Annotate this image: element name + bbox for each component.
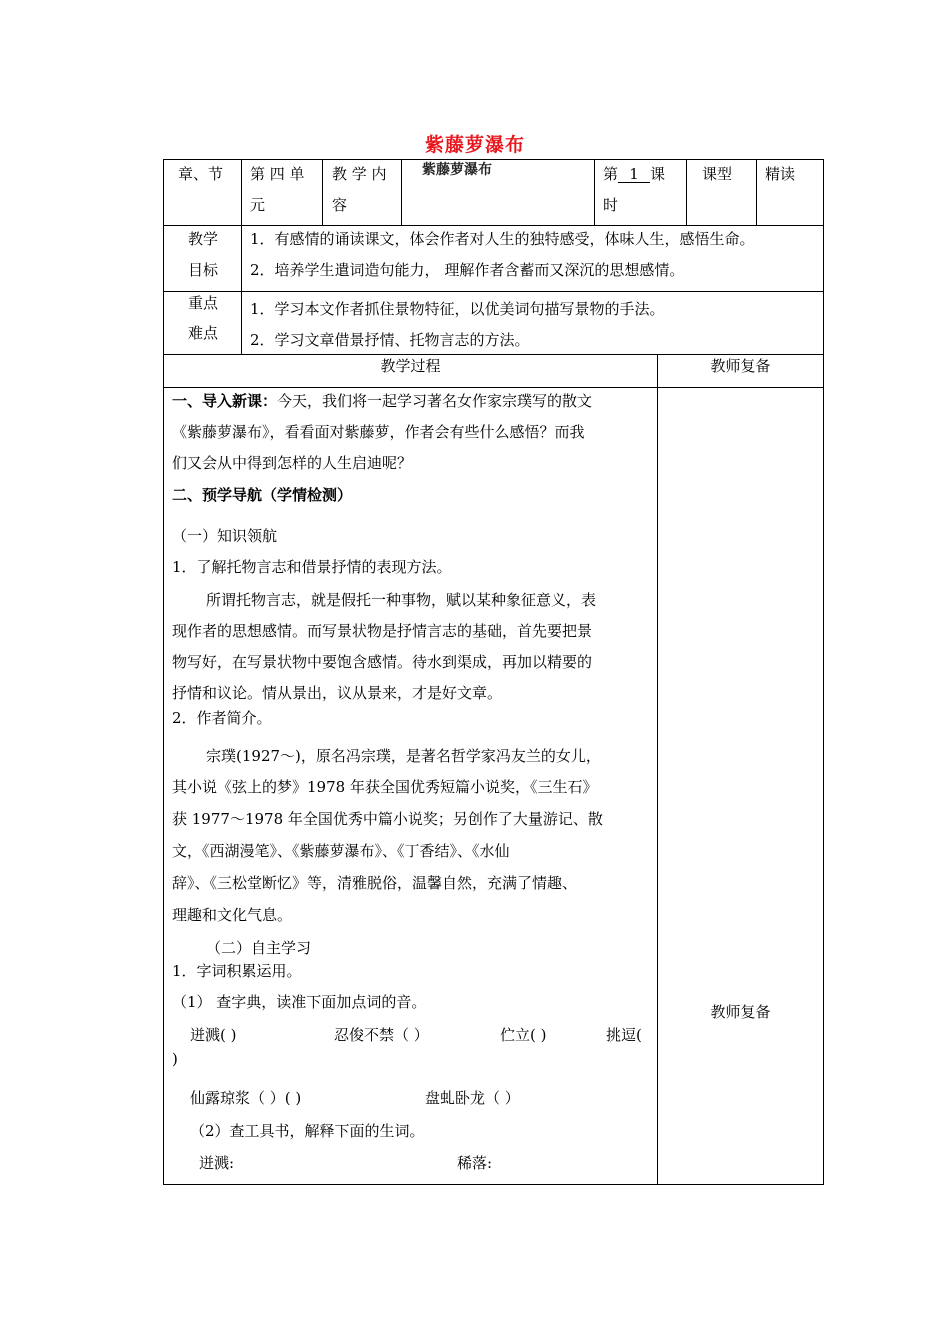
list-item: 2．作者简介。 [172, 709, 272, 727]
unit-value-line1: 第 四 单 [250, 165, 305, 183]
paragraph-line: 抒情和议论。情从景出，议从景来，才是好文章。 [172, 684, 503, 702]
content-label-cell [322, 159, 402, 226]
document-title: 紫藤萝瀑布 [424, 134, 525, 156]
type-label-cell [686, 159, 757, 226]
goal-item: 1．有感情的诵读课文，体会作者对人生的独特感受，体味人生，感悟生命。 [250, 230, 755, 248]
keypoints-label-line1: 重点 [188, 294, 219, 312]
goal-item: 2．培养学生遣词造句能力， 理解作者含蓄而又深沉的思想感情。 [250, 261, 685, 279]
prep-body-cell [657, 387, 824, 1185]
list-item: 1．了解托物言志和借景抒情的表现方法。 [172, 558, 452, 576]
content-value-cell [401, 159, 595, 226]
paragraph-line: 获 1977～1978 年全国优秀中篇小说奖；另创作了大量游记、散 [172, 810, 603, 828]
type-value: 精读 [765, 165, 796, 183]
paragraph-line: 辞》、《三松堂断忆》等，清雅脱俗，温馨自然，充满了情趣、 [172, 874, 578, 892]
prep-body: 教师复备 [710, 1003, 771, 1021]
process-header: 教学过程 [380, 357, 441, 375]
word-item: 伫立( ) [500, 1026, 547, 1044]
lesson-count-cell [594, 159, 687, 226]
paragraph-line: 文，《西湖漫笔》、《紫藤萝瀑布》、《丁香结》、《水仙 [172, 842, 510, 860]
paragraph-line: 所谓托物言志，就是假托一种事物，赋以某种象征意义，表 [206, 591, 597, 609]
chapter-label: 章、节 [178, 165, 224, 183]
content-label-line1: 教 学 内 [332, 165, 387, 183]
content-label-line2: 容 [332, 196, 348, 214]
process-header-cell [163, 354, 658, 388]
paragraph-line: 现作者的思想感情。而写景状物是抒情言志的基础，首先要把景 [172, 622, 593, 640]
prep-header: 教师复备 [710, 357, 771, 375]
list-item: 1．字词积累运用。 [172, 962, 302, 980]
section-preview-heading: 二、预学导航（学情检测） [172, 486, 353, 504]
paragraph-line: 理趣和文化气息。 [172, 906, 293, 924]
keypoints-label-cell [163, 291, 242, 355]
type-value-cell [756, 159, 824, 226]
paragraph-line: 宗璞(1927～)，原名冯宗璞，是著名哲学家冯友兰的女儿， [206, 747, 601, 765]
keypoint-item: 1．学习本文作者抓住景物特征，以优美词句描写景物的手法。 [250, 300, 665, 318]
definition-item: 稀落: [457, 1154, 493, 1172]
paragraph-line: 们又会从中得到怎样的人生启迪呢？ [172, 454, 413, 472]
question: （2）查工具书，解释下面的生词。 [190, 1122, 425, 1140]
word-item: 盘虬卧龙（ ） [425, 1089, 520, 1107]
goals-label-line2: 目标 [188, 261, 219, 279]
paragraph-line: 其小说《弦上的梦》1978 年获全国优秀短篇小说奖，《三生石》 [172, 778, 598, 796]
goals-label-cell [163, 225, 242, 292]
section-intro-heading: 一、导入新课： [172, 392, 278, 410]
word-item: 挑逗( [606, 1026, 642, 1044]
prep-header-cell [657, 354, 824, 388]
keypoint-item: 2．学习文章借景抒情、托物言志的方法。 [250, 331, 530, 349]
process-body-cell [163, 387, 658, 1185]
word-item-close: ) [172, 1050, 178, 1068]
subsection-heading: （一）知识领航 [172, 527, 278, 545]
definition-item: 迸溅: [199, 1154, 235, 1172]
section-intro-text: 今天，我们将一起学习著名女作家宗璞写的散文 [277, 392, 593, 410]
lesson-count-line2: 时 [603, 196, 619, 214]
keypoints-label-line2: 难点 [188, 324, 219, 342]
goals-label-line1: 教学 [188, 230, 219, 248]
paragraph-line: 《紫藤萝瀑布》，看看面对紫藤萝，作者会有些什么感悟？而我 [172, 423, 585, 441]
paragraph-line: 物写好，在写景状物中要饱含感情。待水到渠成，再加以精要的 [172, 653, 593, 671]
word-item: 仙露琼浆（ ）( ) [190, 1089, 302, 1107]
question: （1） 查字典，读准下面加点词的音。 [172, 993, 427, 1011]
section-intro [172, 394, 592, 409]
lesson-count: 第 1 课 [603, 165, 666, 183]
word-item: 忍俊不禁（ ） [334, 1026, 429, 1044]
content-value: 紫藤萝瀑布 [422, 162, 492, 178]
word-item: 迸溅( ) [190, 1026, 237, 1044]
unit-value-line2: 元 [250, 196, 266, 214]
subsection-heading: （二）自主学习 [206, 939, 312, 957]
type-label: 课型 [702, 165, 733, 183]
chapter-label-cell [163, 159, 242, 226]
unit-cell [241, 159, 323, 226]
goals-content-cell [241, 225, 824, 292]
lesson-number: 1 [618, 167, 650, 183]
keypoints-content-cell [241, 291, 824, 355]
lesson-plan-table [163, 159, 824, 1185]
